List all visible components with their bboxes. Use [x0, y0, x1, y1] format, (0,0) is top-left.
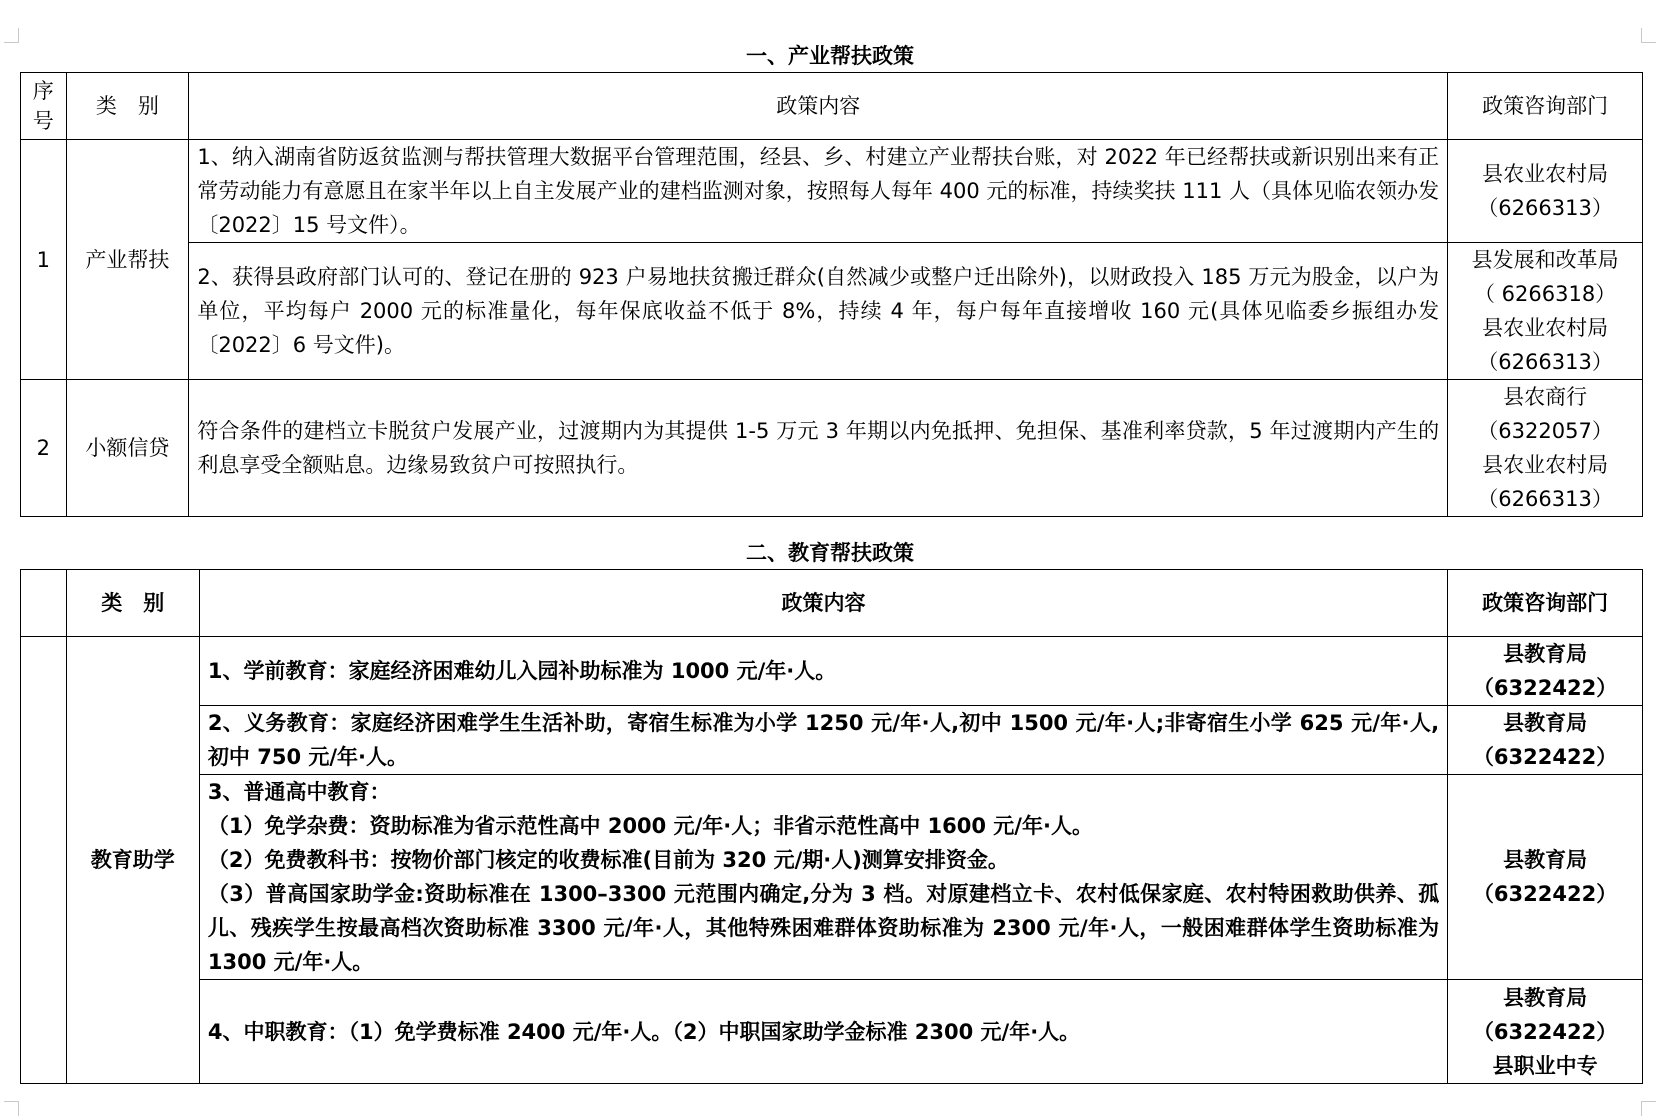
education-policy-table: [20, 569, 1643, 1084]
header-seq: 序号: [21, 73, 67, 140]
dept-line: 县教育局: [1503, 711, 1588, 735]
row-category: 小额信贷: [66, 380, 189, 517]
table-row: [21, 140, 1643, 243]
row-category: 产业帮扶: [66, 140, 189, 380]
policy-line: （2）免费教科书：按物价部门核定的收费标准(目前为 320 元/期·人)测算安排资金。: [207, 848, 1009, 872]
dept-line: 县农业农村局: [1482, 162, 1609, 186]
dept-line: （6322422）: [1472, 745, 1618, 769]
policy-content: [199, 775, 1447, 980]
dept-line: （6266313）: [1477, 487, 1613, 511]
page-corner-mark: [1641, 28, 1656, 43]
row-seq: 2: [21, 380, 67, 517]
header-dept: 政策咨询部门: [1448, 570, 1643, 637]
dept-line: 县农业农村局: [1482, 453, 1609, 477]
table-row: [21, 980, 1643, 1084]
row-category: 教育助学: [66, 637, 199, 1084]
row-seq: 1: [21, 140, 67, 380]
dept-line: （6322422）: [1472, 1019, 1618, 1044]
page-corner-mark: [4, 1101, 19, 1116]
dept-line: 县发展和改革局: [1471, 248, 1619, 272]
section-title-education: 二、教育帮扶政策: [746, 541, 914, 565]
policy-dept: [1448, 140, 1643, 243]
policy-dept: [1448, 706, 1643, 775]
policy-content: 1、纳入湖南省防返贫监测与帮扶管理大数据平台管理范围，经县、乡、村建立产业帮扶台账，对 2022 年已经帮扶或新识别出来有正常劳动能力有意愿且在家半年以上自主发展产业的建档监测对象，按照每人每年 400 元的标准，持续奖扶 111 人（具体见临农领办发〔2022〕15 号文件）。: [189, 140, 1448, 243]
table-header-row: [21, 570, 1643, 637]
table-row: [21, 775, 1643, 980]
policy-content: 1、学前教育：家庭经济困难幼儿入园补助标准为 1000 元/年·人。: [199, 637, 1447, 706]
table-header-row: [21, 73, 1643, 140]
policy-line: 3、普通高中教育：: [207, 780, 391, 804]
table-row: [21, 243, 1643, 380]
policy-dept: [1448, 980, 1643, 1084]
header-content: 政策内容: [199, 570, 1447, 637]
table-row: [21, 706, 1643, 775]
table-row: [21, 380, 1643, 517]
policy-line: （1）免学杂费：资助标准为省示范性高中 2000 元/年·人；非省示范性高中 1600 元/年·人。: [207, 814, 1093, 838]
table-row: [21, 637, 1643, 706]
header-seq: [21, 570, 67, 637]
policy-line: （3）普高国家助学金:资助标准在 1300–3300 元范围内确定,分为 3 档。对原建档立卡、农村低保家庭、农村特困救助供养、孤儿、残疾学生按最高档次资助标准 3300 元/年·人，其他特殊困难群体资助标准为 2300 元/年·人，一般困难群体学生资助标准为 1300 元/年·人。: [207, 882, 1440, 974]
policy-dept: [1448, 637, 1643, 706]
dept-line: 县教育局: [1503, 848, 1588, 872]
dept-line: 县农业农村局: [1482, 316, 1609, 340]
policy-content: 2、获得县政府部门认可的、登记在册的 923 户易地扶贫搬迁群众(自然减少或整户迁出除外)，以财政投入 185 万元为股金，以户为单位，平均每户 2000 元的标准量化，每年保底收益不低于 8%，持续 4 年，每户每年直接增收 160 元(具体见临委乡振组办发〔2022〕6 号文件)。: [189, 243, 1448, 380]
policy-dept: [1448, 380, 1643, 517]
industry-policy-table: [20, 72, 1643, 517]
page-corner-mark: [4, 28, 19, 43]
dept-line: （6322422）: [1472, 676, 1618, 700]
row-seq-empty: [21, 637, 67, 1084]
dept-line: （6266313）: [1477, 196, 1613, 220]
dept-line: （6322057）: [1477, 419, 1613, 443]
header-dept: 政策咨询部门: [1448, 73, 1643, 140]
policy-dept: [1448, 775, 1643, 980]
policy-content: 4、中职教育：（1）免学费标准 2400 元/年·人。（2）中职国家助学金标准 2300 元/年·人。: [199, 980, 1447, 1084]
dept-line: （6266313）: [1477, 350, 1613, 374]
page-corner-mark: [1641, 1101, 1656, 1116]
dept-line: 县农商行: [1503, 385, 1588, 409]
dept-line: 县教育局: [1503, 985, 1588, 1010]
dept-line: （ 6266318）: [1473, 282, 1617, 306]
header-content: 政策内容: [189, 73, 1448, 140]
header-category: 类 别: [66, 73, 189, 140]
policy-content: 2、义务教育：家庭经济困难学生生活补助，寄宿生标准为小学 1250 元/年·人,初中 1500 元/年·人;非寄宿生小学 625 元/年·人,初中 750 元/年·人。: [199, 706, 1447, 775]
header-category: 类 别: [66, 570, 199, 637]
dept-line: （6322422）: [1472, 882, 1618, 906]
dept-line: 县教育局: [1503, 642, 1588, 666]
section-title-industry: 一、产业帮扶政策: [746, 44, 914, 68]
policy-content: 符合条件的建档立卡脱贫户发展产业，过渡期内为其提供 1-5 万元 3 年期以内免抵押、免担保、基准利率贷款，5 年过渡期内产生的利息享受全额贴息。边缘易致贫户可按照执行。: [189, 380, 1448, 517]
dept-line: 县职业中专: [1492, 1053, 1598, 1078]
policy-dept: [1448, 243, 1643, 380]
